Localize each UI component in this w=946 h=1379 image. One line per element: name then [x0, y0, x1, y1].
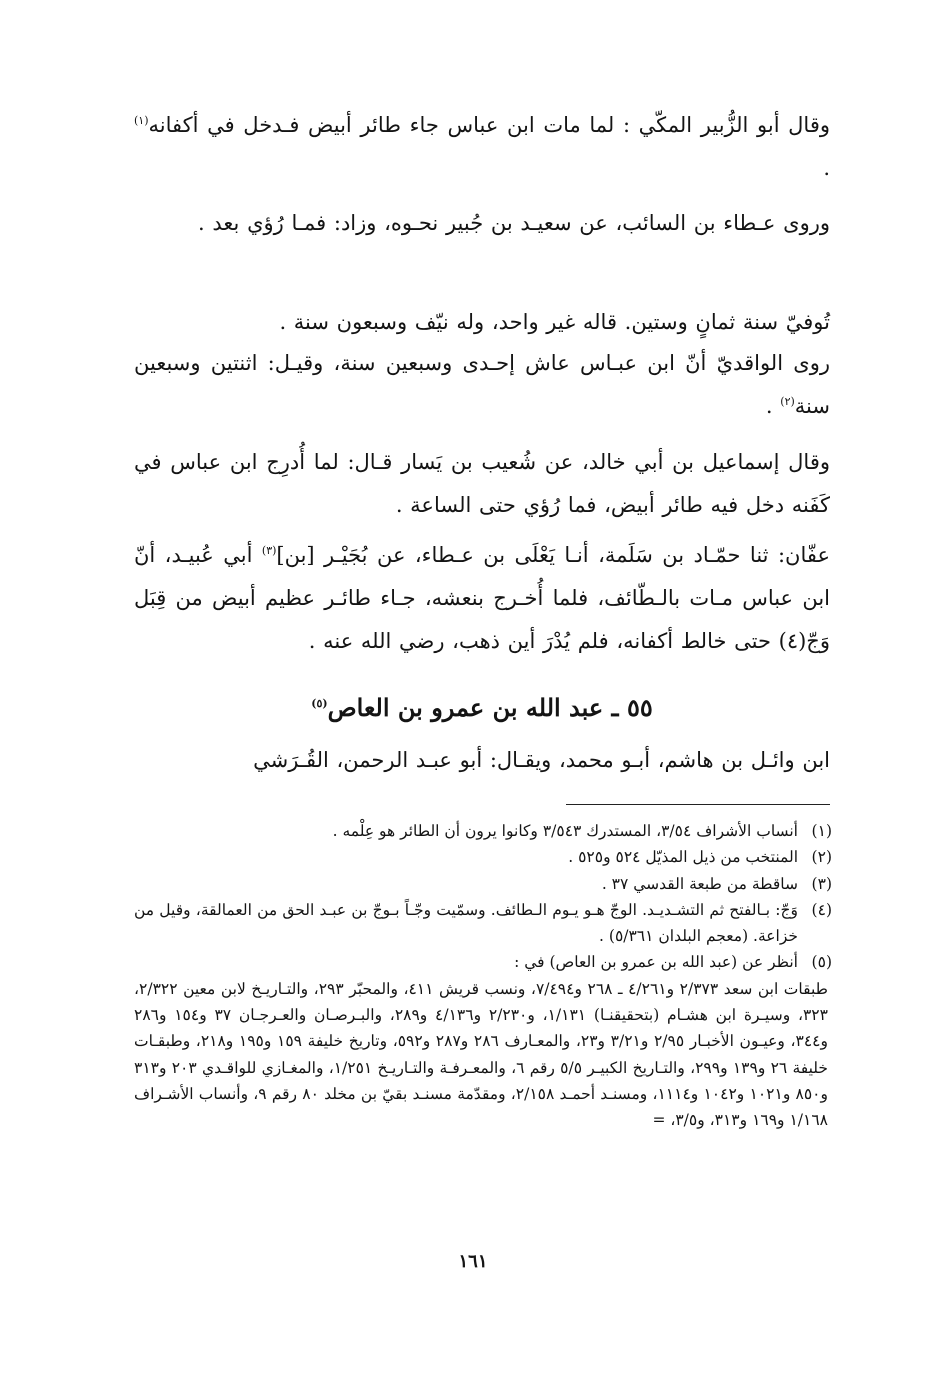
footnote-number: (٣) — [811, 874, 832, 893]
page-number: ١٦١ — [458, 1251, 488, 1272]
paragraph-text: وروى عـطاء بن السائب، عن سعيـد بن جُبير نحـوه، وزاد: فمـا رُؤي بعد — [212, 211, 830, 235]
paragraph-text: وقال إسماعيل بن أبي خالد، عن شُعيب بن يَسار قـال: لما أُدرِج ابن عباس في كَفَنه دخل فيه طائر أبيض، فما رُؤي حتى الساعة . — [134, 450, 830, 517]
footnote-number: (٢) — [811, 848, 832, 867]
paragraph-death-year — [134, 301, 830, 344]
footnote-text: وَجّ: بـالفتح ثم التشـديـد. الوجّ هـو يـوم الـطائف. وسمّيت وجّـاً بـوجّ بن عبـد الحق من العمالقة، وقيل من خزاعة. (معجم البلدان ٥/٣٦١) . — [134, 900, 798, 946]
footnote-1 — [134, 818, 832, 844]
paragraph-text: روى الواقديّ أنّ ابن عبـاس عاش إحـدى وسبعين سنة، وقيـل: اثنتين وسبعين سنة — [134, 351, 830, 418]
footnote-text: أنساب الأشراف ٣/٥٤، المستدرك ٣/٥٤٣ وكانوا يرون أن الطائر هو عِلْمه . — [332, 822, 798, 840]
footnote-4 — [134, 897, 832, 950]
footnote-2 — [134, 844, 832, 870]
footnote-number: (٥) — [811, 953, 832, 972]
paragraph-tail: . — [823, 156, 830, 180]
section-intro — [134, 739, 830, 782]
footnote-5-sources: طبقات ابن سعد ٢/٣٧٣ و٤/٢٦١ ـ ٢٦٨ و٧/٤٩٤، ونسب قريش ٤١١، والمحبّر ٢٩٣، والتـاريـخ لابن معين ٢/٣٢٢، ٣٢٣، وسيـرة ابن هشـام (بتحقيقنـا) ١/١٣١، و٢/٢٣٠ و٤/١٣٦ و٢٨٩، والبـرصـان والعـرجـان ٣٧ و١٥٤ و٢٨٦ و٣٤٤، وعيـون الأخبـار ٢/٩٥ و٣/٢١ و٢٣، والمعـارف ٢٨٦ و٢٨٧ و٥٩٢، وتاريخ خليفة ١٥٩ و١٩٥ و٢١٨، وطبقـات خليفة ٢٦ و١٣٩ و٢٩٩، والتـاريخ الكبيـر ٥/٥ رقم ٦، والمعـرفـة والتـاريـخ ١/٢٥١، والمغـازي للواقـدي ٢٠٣ و٣١٣ و٨٥٠ و١٠٢١ و١٠٤٢ و١١١٤، ومسنـد أحمـد ٢/١٥٨، ومقدّمة مسنـد بقيّ بن مخلد ٨٠ رقم ٩، وأنساب الأشـراف ١/١٦٨ و١٦٩ و٣١٣، و٣/٥، = — [134, 979, 829, 1130]
paragraph-text: عفّان: ثنا حمّـاد بن سَلَمة، أنـا يَعْلَى بن عـطاء، عن بُجَيْـر [بن] — [276, 543, 830, 567]
paragraph-affan — [134, 534, 830, 663]
paragraph-ata — [134, 202, 830, 245]
footnote-marker: (٥) — [311, 697, 328, 710]
paragraph-abu-zubair — [134, 104, 830, 190]
section-title: ٥٥ ـ عبد الله بن عمرو بن العاص — [327, 693, 653, 722]
footnote-text: أنظر عن (عبد الله بن عمرو بن العاص) في : — [514, 953, 798, 972]
section-heading — [134, 686, 830, 730]
footnote-text: المنتخب من ذيل المذيّل ٥٢٤ و٥٢٥ . — [568, 848, 798, 867]
footnote-marker: (٢) — [780, 395, 795, 408]
paragraph-tail: . — [198, 211, 213, 235]
paragraph-waqidi — [134, 342, 830, 428]
footnote-5 — [134, 949, 832, 975]
section-intro-text: ابن وائـل بن هاشم، أبـو محمد، ويقـال: أبو عبـد الرحمن، القُـرَشي — [253, 748, 830, 772]
paragraph-ismail — [134, 441, 830, 527]
footnote-number: (٤) — [811, 900, 832, 919]
paragraph-tail: أبي عُبيـد، أنّ ابن عباس مـات بالـطّائف، فلما أُخـرج بنعشه، جـاء طائـر عظيم أبيض من قِبَل وَجّ(٤) حتى خالط أكفانه، فلم يُدْرَ أين ذهب، رضي الله عنه . — [134, 543, 830, 653]
footnote-marker: (١) — [134, 114, 149, 127]
paragraph-text: وقال أبو الزُّبير المكّي : لما مات ابن عباس جاء طائر أبيض فـدخل في أكفانه — [148, 113, 830, 137]
footnote-3 — [134, 871, 832, 897]
footnote-marker: (٣) — [261, 544, 277, 557]
paragraph-tail: . — [765, 394, 781, 418]
footnotes — [134, 818, 832, 1134]
footnote-number: (١) — [811, 822, 832, 840]
paragraph-text: تُوفيّ سنة ثمانٍ وستين. قاله غير واحد، وله نيّف وسبعون سنة . — [279, 310, 830, 334]
footnote-text: ساقطة من طبعة القدسي ٣٧ . — [601, 874, 798, 893]
footnote-separator — [566, 804, 830, 805]
